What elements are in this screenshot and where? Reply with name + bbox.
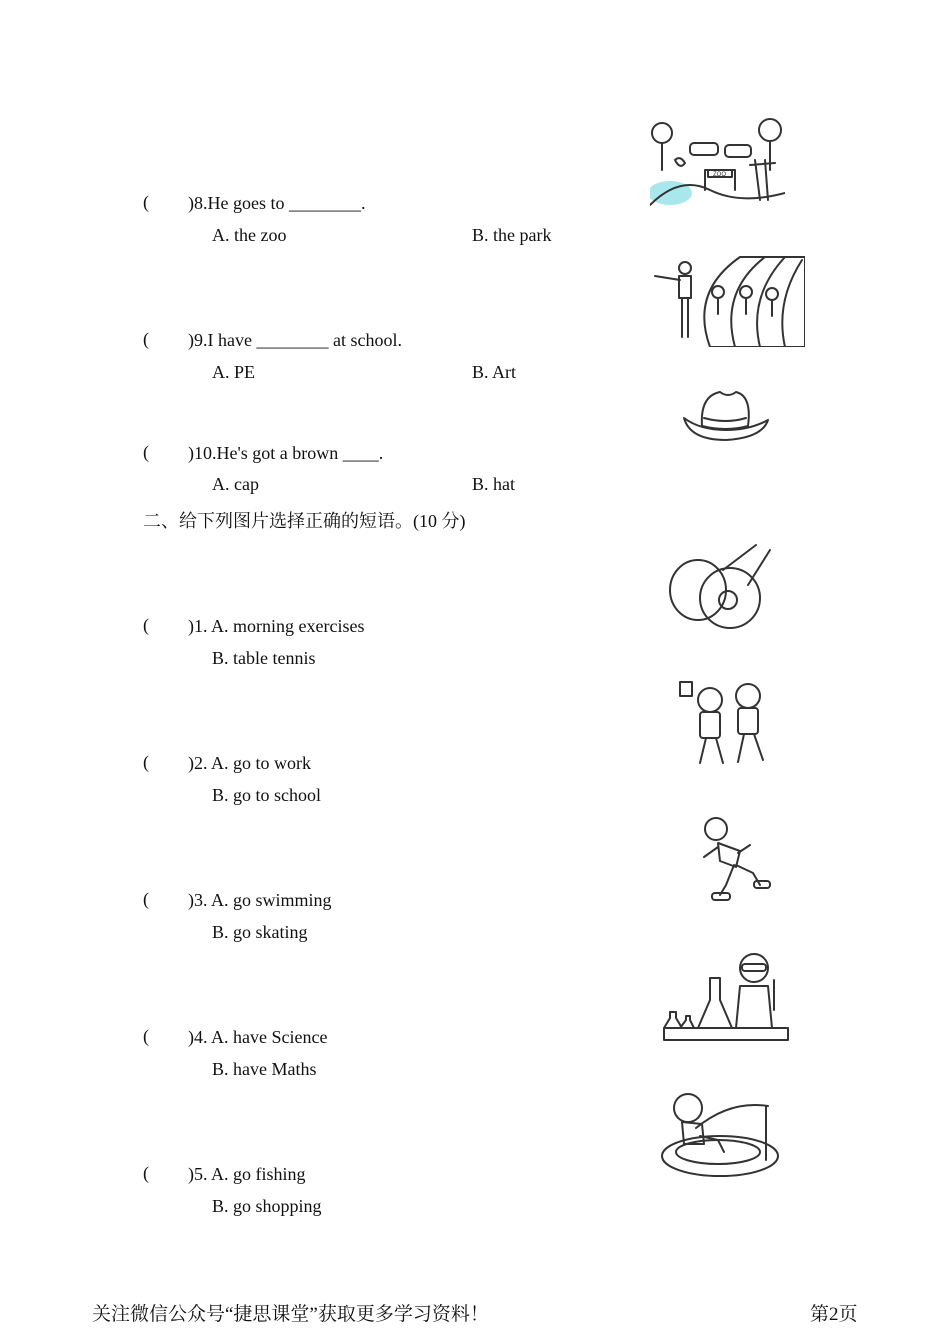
- item-5-option-a: )5. A. go fishing: [188, 1164, 306, 1184]
- question-8-option-b: B. the park: [472, 225, 552, 245]
- answer-paren[interactable]: (: [143, 615, 149, 635]
- table-tennis-paddles-image: [668, 540, 783, 632]
- item-2-option-b: B. go to school: [212, 785, 322, 805]
- question-9-option-a: A. PE: [212, 362, 256, 382]
- item-2-option-a: )2. A. go to work: [188, 753, 311, 773]
- children-walking-image: [678, 678, 776, 770]
- answer-paren[interactable]: (: [143, 1163, 149, 1183]
- question-10-stem: )10.He's got a brown ____.: [188, 443, 384, 463]
- question-10-option-a: A. cap: [212, 474, 259, 494]
- answer-paren[interactable]: (: [143, 1026, 149, 1046]
- question-10-option-b: B. hat: [472, 474, 515, 494]
- boy-fishing-image: [660, 1090, 785, 1180]
- item-1-option-b: B. table tennis: [212, 648, 316, 668]
- answer-paren[interactable]: (: [143, 329, 149, 349]
- item-1-option-a: )1. A. morning exercises: [188, 616, 365, 636]
- answer-paren[interactable]: (: [143, 442, 149, 462]
- answer-paren[interactable]: (: [143, 889, 149, 909]
- page-number: 第2页: [810, 1304, 858, 1325]
- answer-paren[interactable]: (: [143, 752, 149, 772]
- question-8-option-a: A. the zoo: [212, 225, 287, 245]
- answer-paren[interactable]: (: [143, 192, 149, 212]
- item-5-option-b: B. go shopping: [212, 1196, 322, 1216]
- boy-roller-skating-image: [698, 815, 773, 907]
- section-2-heading: 二、给下列图片选择正确的短语。(10 分): [143, 511, 466, 531]
- item-4-option-a: )4. A. have Science: [188, 1027, 328, 1047]
- zoo-sign-text: ZOO: [713, 172, 726, 178]
- question-8-stem: )8.He goes to ________.: [188, 193, 366, 213]
- question-9-option-b: B. Art: [472, 362, 517, 382]
- item-3-option-a: )3. A. go swimming: [188, 890, 332, 910]
- question-9-stem: )9.I have ________ at school.: [188, 330, 402, 350]
- footer-promo-text: 关注微信公众号“捷思课堂”获取更多学习资料！: [92, 1304, 489, 1325]
- cowboy-hat-image: [680, 388, 772, 443]
- item-3-option-b: B. go skating: [212, 922, 308, 942]
- science-lab-image: [662, 950, 792, 1045]
- zoo-scene-image: [650, 115, 785, 210]
- item-4-option-b: B. have Maths: [212, 1059, 317, 1079]
- pe-running-track-image: [650, 252, 805, 347]
